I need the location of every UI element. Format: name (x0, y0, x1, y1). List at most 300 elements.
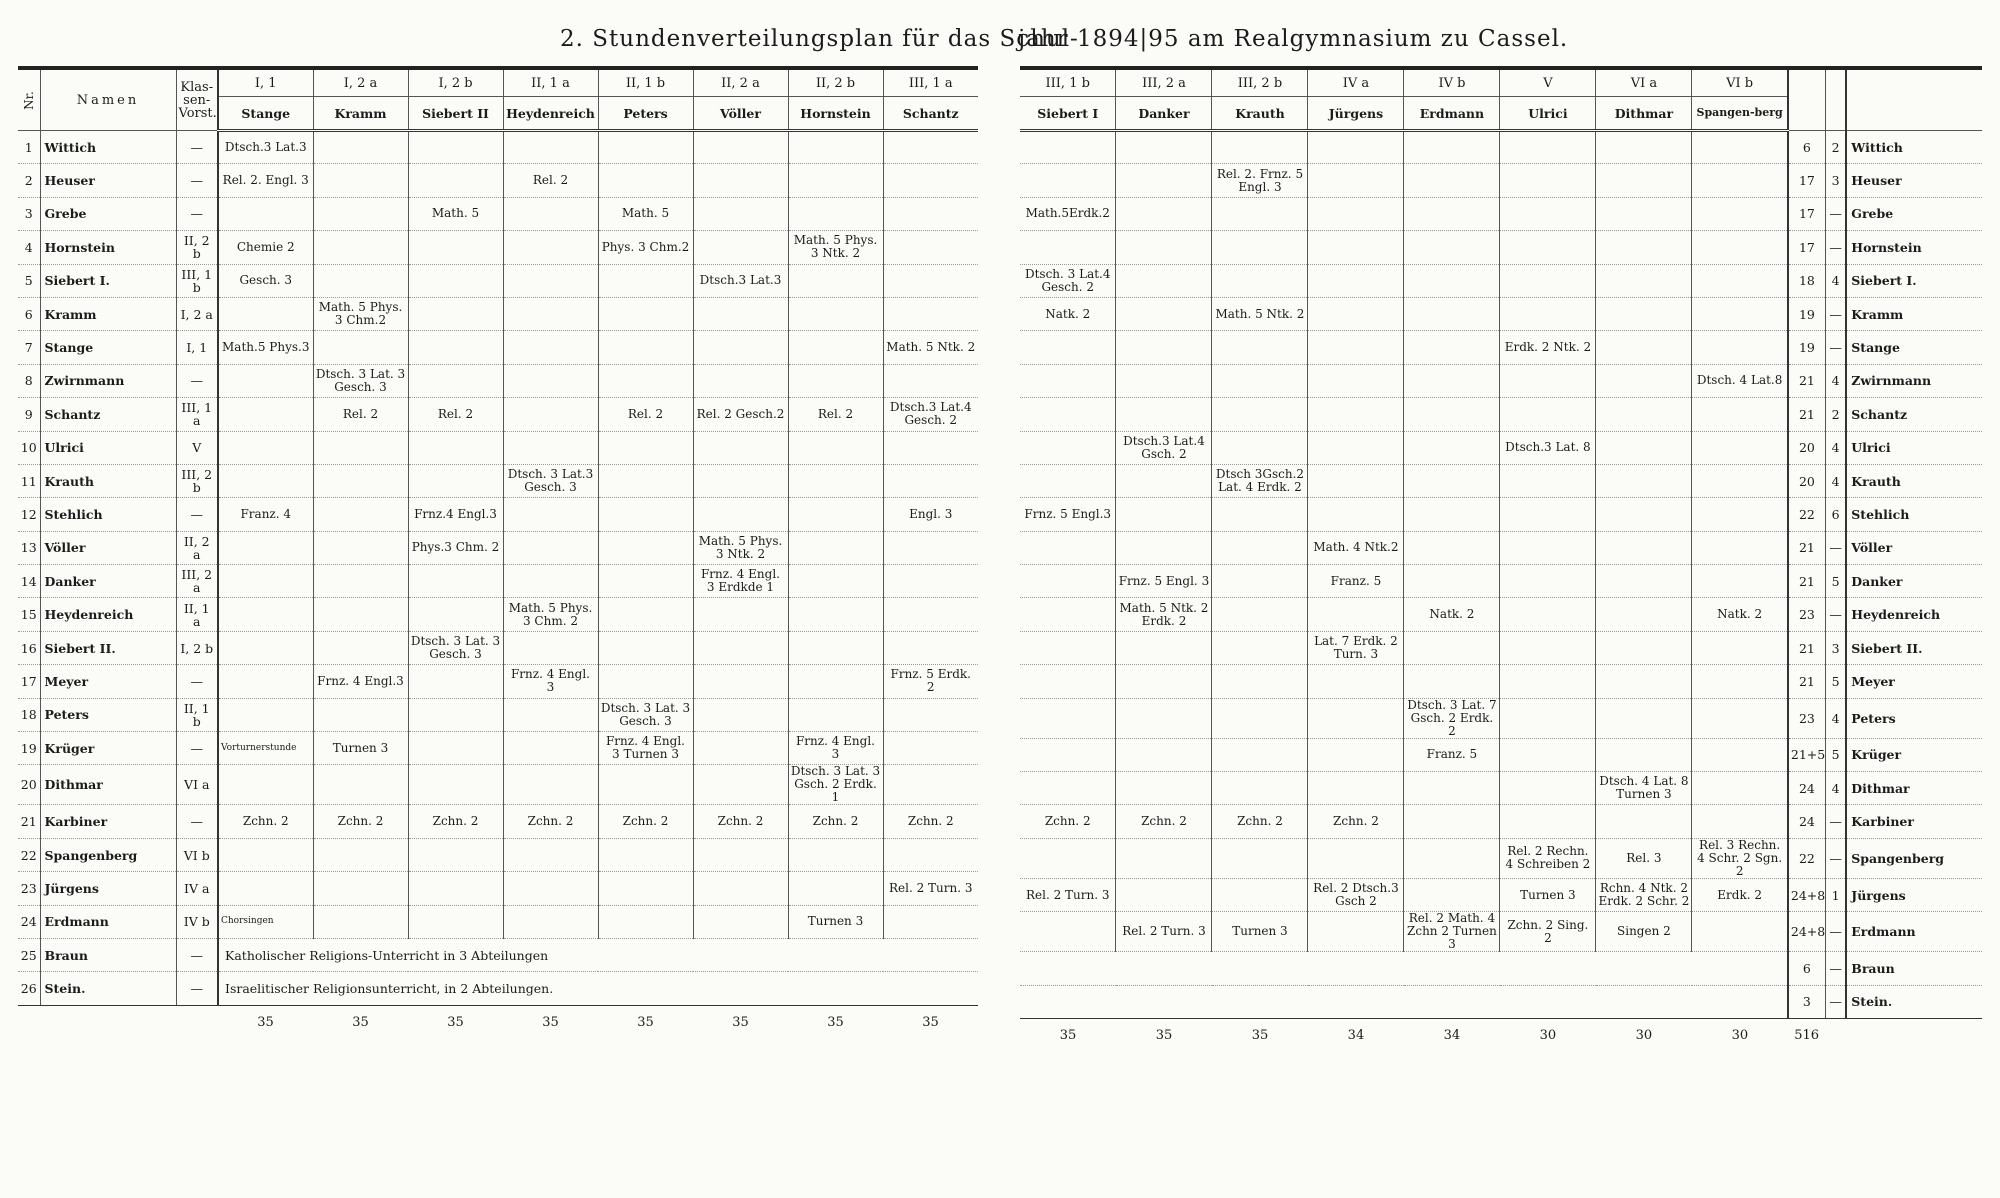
lesson-cell (218, 631, 313, 664)
lesson-cell (1404, 164, 1500, 197)
lesson-cell (313, 905, 408, 938)
lesson-cell (1404, 665, 1500, 698)
column-total: 35 (352, 1015, 369, 1031)
lesson-cell (1692, 398, 1788, 431)
teacher-name: Spangenberg (40, 838, 176, 871)
lesson-cell (883, 531, 978, 564)
table-row (18, 197, 978, 230)
teacher-name: Völler (1846, 531, 1982, 564)
lesson-cell: Rel. 2 Turn. 3 (883, 872, 978, 905)
lesson-cell (1020, 631, 1116, 664)
page-title-right: jahr 1894|95 am Realgymnasium zu Cassel. (1018, 26, 1569, 52)
hours-total: 19 (1788, 297, 1826, 330)
teacher-name: Meyer (1846, 665, 1982, 698)
lesson-cell (1212, 398, 1308, 431)
lesson-cell (1692, 805, 1788, 838)
lesson-cell (408, 364, 503, 397)
lesson-cell (598, 297, 693, 330)
lesson-cell (693, 631, 788, 664)
teacher-header: Kramm (313, 97, 408, 131)
lesson-cell (1212, 665, 1308, 698)
lesson-cell (1404, 231, 1500, 264)
page-title-left: 2. Stundenverteilungsplan für das Schul- (560, 26, 1079, 52)
lesson-cell (503, 905, 598, 938)
left-page (18, 66, 978, 1040)
row-note: Katholischer Religions-Unterricht in 3 Abteilungen (218, 938, 978, 971)
teacher-name: Heydenreich (40, 598, 176, 631)
lesson-cell (1116, 264, 1212, 297)
lesson-cell (788, 531, 883, 564)
table-row (1020, 164, 1982, 197)
lesson-cell (1020, 772, 1116, 805)
lesson-cell (1500, 464, 1596, 497)
lesson-cell (693, 331, 788, 364)
lesson-cell (788, 598, 883, 631)
lesson-cell (788, 565, 883, 598)
extra-value: — (1825, 598, 1846, 631)
lesson-cell (788, 131, 883, 164)
teacher-name: Spangenberg (1846, 838, 1982, 878)
lesson-cell (1116, 464, 1212, 497)
teacher-name: Jürgens (1846, 878, 1982, 911)
lesson-cell (788, 264, 883, 297)
class-lead: II, 2 a (176, 531, 218, 564)
table-row (1020, 565, 1982, 598)
lesson-cell: Rel. 2 Turn. 3 (1020, 878, 1116, 911)
lesson-cell: Zchn. 2 (788, 805, 883, 838)
class-lead: II, 1 a (176, 598, 218, 631)
class-lead: — (176, 164, 218, 197)
lesson-cell (1020, 464, 1116, 497)
right-table-body (1020, 131, 1982, 1019)
lesson-cell (883, 598, 978, 631)
footer-blank (1825, 1018, 1846, 1053)
lesson-cell (218, 398, 313, 431)
lesson-cell: Dtsch. 3 Lat. 7 Gsch. 2 Erdk. 2 (1404, 698, 1500, 738)
lesson-cell (693, 598, 788, 631)
lesson-cell: Zchn. 2 (1020, 805, 1116, 838)
lesson-cell (1692, 772, 1788, 805)
class-header: II, 2 b (788, 68, 883, 97)
teacher-name: Siebert I. (40, 264, 176, 297)
extra-value: — (1825, 838, 1846, 878)
table-row (1020, 985, 1982, 1018)
extra-value: 3 (1825, 631, 1846, 664)
lesson-cell: Math.5Erdk.2 (1020, 197, 1116, 230)
lesson-cell: Frnz. 4 Engl. 3 (788, 732, 883, 765)
class-lead: I, 2 a (176, 297, 218, 330)
lesson-cell (1212, 531, 1308, 564)
row-number: 7 (18, 331, 40, 364)
hours-total: 21 (1788, 531, 1826, 564)
lesson-cell (218, 698, 313, 731)
extra-value: 1 (1825, 878, 1846, 911)
lesson-cell (503, 231, 598, 264)
lesson-cell (408, 297, 503, 330)
class-header: III, 1 b (1020, 68, 1116, 97)
lesson-cell (218, 297, 313, 330)
lesson-cell (1500, 398, 1596, 431)
lesson-cell (1596, 464, 1692, 497)
table-row (18, 531, 978, 564)
lesson-cell (693, 464, 788, 497)
table-row (1020, 805, 1982, 838)
lesson-cell (218, 565, 313, 598)
lesson-cell (598, 164, 693, 197)
class-header: V (1500, 68, 1596, 97)
lesson-cell (313, 264, 408, 297)
lesson-cell (788, 838, 883, 871)
lesson-cell (1116, 531, 1212, 564)
lesson-cell (1116, 631, 1212, 664)
lesson-cell (503, 872, 598, 905)
lesson-cell (693, 698, 788, 731)
lesson-cell (1596, 398, 1692, 431)
lesson-cell (1212, 431, 1308, 464)
column-total: 34 (1443, 1028, 1461, 1044)
table-row (1020, 231, 1982, 264)
lesson-cell (1596, 631, 1692, 664)
lesson-cell: Zchn. 2 (218, 805, 313, 838)
class-header: III, 2 b (1212, 68, 1308, 97)
lesson-cell: Engl. 3 (883, 498, 978, 531)
lesson-cell (1116, 164, 1212, 197)
lesson-cell (1500, 297, 1596, 330)
lesson-cell: Zchn. 2 (1212, 805, 1308, 838)
lesson-cell: Turnen 3 (788, 905, 883, 938)
row-number: 1 (18, 131, 40, 164)
table-row (18, 665, 978, 698)
lesson-cell (693, 431, 788, 464)
lesson-cell (883, 364, 978, 397)
lesson-cell (598, 905, 693, 938)
teacher-name: Krauth (40, 464, 176, 497)
lesson-cell (408, 732, 503, 765)
column-total: 35 (827, 1015, 844, 1031)
teacher-name: Siebert II. (1846, 631, 1982, 664)
lesson-cell (1116, 838, 1212, 878)
lesson-cell (693, 765, 788, 805)
class-header: II, 1 a (503, 68, 598, 97)
table-row (1020, 464, 1982, 497)
lesson-cell: Math. 5 Phys. 3 Chm. 2 (503, 598, 598, 631)
lesson-cell (313, 838, 408, 871)
column-total: 30 (1635, 1028, 1653, 1044)
lesson-cell (1212, 364, 1308, 397)
table-row (18, 938, 978, 971)
lesson-cell (1020, 431, 1116, 464)
lesson-cell: Zchn. 2 (598, 805, 693, 838)
lesson-cell (408, 765, 503, 805)
class-lead: II, 1 b (176, 698, 218, 731)
lesson-cell (1308, 264, 1404, 297)
row-number: 26 (18, 972, 40, 1005)
teacher-header: Ulrici (1500, 97, 1596, 131)
teacher-header: Danker (1116, 97, 1212, 131)
lesson-cell (218, 872, 313, 905)
lesson-cell (1404, 498, 1500, 531)
lesson-cell (598, 498, 693, 531)
teacher-header: Völler (693, 97, 788, 131)
lesson-cell (313, 698, 408, 731)
lesson-cell (1692, 912, 1788, 952)
lesson-cell: Zchn. 2 (1116, 805, 1212, 838)
table-row (18, 264, 978, 297)
lesson-cell: Rel. 2 Dtsch.3 Gsch 2 (1308, 878, 1404, 911)
lesson-cell (1596, 431, 1692, 464)
lesson-cell (1116, 297, 1212, 330)
extra-header (1825, 68, 1846, 131)
lesson-cell (503, 765, 598, 805)
lesson-cell (1308, 912, 1404, 952)
lesson-cell (313, 631, 408, 664)
lesson-cell (1116, 364, 1212, 397)
lesson-cell (1692, 498, 1788, 531)
lesson-cell (693, 197, 788, 230)
lesson-cell: Frnz.4 Engl.3 (408, 498, 503, 531)
lesson-cell (1404, 197, 1500, 230)
lesson-cell: Natk. 2 (1404, 598, 1500, 631)
lesson-cell (1308, 297, 1404, 330)
lesson-cell (693, 905, 788, 938)
lesson-cell (503, 331, 598, 364)
class-lead: IV b (176, 905, 218, 938)
lesson-cell (1596, 197, 1692, 230)
lesson-cell (1692, 665, 1788, 698)
lesson-cell (1308, 331, 1404, 364)
lesson-cell (218, 431, 313, 464)
row-number: 21 (18, 805, 40, 838)
lesson-cell (408, 838, 503, 871)
lesson-cell (1308, 598, 1404, 631)
lesson-cell: Chorsingen (218, 905, 313, 938)
total-header (1788, 68, 1826, 131)
lesson-cell: Rel. 2 Gesch.2 (693, 398, 788, 431)
lesson-cell: Frnz. 4 Engl.3 (313, 665, 408, 698)
class-header: VI a (1596, 68, 1692, 97)
hours-total: 17 (1788, 164, 1826, 197)
table-row (18, 364, 978, 397)
teacher-name: Grebe (40, 197, 176, 230)
lesson-cell (1212, 498, 1308, 531)
teacher-header: Erdmann (1404, 97, 1500, 131)
lesson-cell (693, 732, 788, 765)
lesson-cell (598, 531, 693, 564)
lesson-cell (1212, 598, 1308, 631)
lesson-cell: Frnz. 4 Engl. 3 Turnen 3 (598, 732, 693, 765)
lesson-cell: Zchn. 2 Sing. 2 (1500, 912, 1596, 952)
teacher-name: Zwirnmann (1846, 364, 1982, 397)
lesson-cell (1692, 565, 1788, 598)
lesson-cell (408, 431, 503, 464)
lesson-cell (1404, 631, 1500, 664)
footer-blank (40, 1005, 176, 1040)
class-lead: — (176, 938, 218, 971)
column-total: 35 (732, 1015, 749, 1031)
row-number: 6 (18, 297, 40, 330)
lesson-cell (218, 531, 313, 564)
lesson-cell (598, 464, 693, 497)
row-number: 4 (18, 231, 40, 264)
lesson-cell (1692, 331, 1788, 364)
column-total: 35 (1059, 1028, 1077, 1044)
teacher-name: Kramm (1846, 297, 1982, 330)
hours-total: 21 (1788, 364, 1826, 397)
teacher-header: Jürgens (1308, 97, 1404, 131)
row-number: 8 (18, 364, 40, 397)
lesson-cell (218, 598, 313, 631)
teacher-name: Erdmann (1846, 912, 1982, 952)
lesson-cell: Zchn. 2 (1308, 805, 1404, 838)
class-lead: IV a (176, 872, 218, 905)
lesson-cell (503, 264, 598, 297)
table-row (18, 765, 978, 805)
lesson-cell (1692, 264, 1788, 297)
lesson-cell (313, 231, 408, 264)
lesson-cell (693, 872, 788, 905)
lesson-cell (1308, 431, 1404, 464)
lesson-cell (1500, 698, 1596, 738)
extra-value: 4 (1825, 464, 1846, 497)
class-lead: I, 2 b (176, 631, 218, 664)
teacher-name: Erdmann (40, 905, 176, 938)
lesson-cell (883, 297, 978, 330)
column-total: 35 (1155, 1028, 1173, 1044)
column-total: 30 (1539, 1028, 1557, 1044)
lesson-cell (313, 131, 408, 164)
lesson-cell (1308, 364, 1404, 397)
extra-value: — (1825, 531, 1846, 564)
lesson-cell (1692, 231, 1788, 264)
lesson-cell (598, 598, 693, 631)
class-lead: III, 1 b (176, 264, 218, 297)
table-row (1020, 598, 1982, 631)
teacher-header: Heydenreich (503, 97, 598, 131)
row-number: 23 (18, 872, 40, 905)
lesson-cell (1404, 331, 1500, 364)
lesson-cell (1404, 131, 1500, 164)
lesson-cell (1404, 431, 1500, 464)
lesson-cell: Zchn. 2 (313, 805, 408, 838)
teacher-name: Siebert II. (40, 631, 176, 664)
class-lead: III, 1 a (176, 398, 218, 431)
lesson-cell (693, 364, 788, 397)
table-row (1020, 665, 1982, 698)
class-lead: — (176, 131, 218, 164)
column-total: 30 (1731, 1028, 1749, 1044)
lesson-cell (788, 498, 883, 531)
hours-total: 21 (1788, 631, 1826, 664)
lesson-cell (693, 164, 788, 197)
hours-total: 24 (1788, 772, 1826, 805)
lesson-cell (693, 665, 788, 698)
lesson-cell (503, 197, 598, 230)
teacher-name: Hornstein (1846, 231, 1982, 264)
lesson-cell (408, 698, 503, 731)
lesson-cell (1500, 264, 1596, 297)
class-lead: — (176, 805, 218, 838)
row-note: Israelitischer Religionsunterricht, in 2 Abteilungen. (218, 972, 978, 1005)
class-header: I, 2 a (313, 68, 408, 97)
lesson-cell (1116, 878, 1212, 911)
lesson-cell (598, 665, 693, 698)
left-table-body (18, 131, 978, 1006)
lesson-cell: Rel. 2 (788, 398, 883, 431)
lesson-cell (503, 838, 598, 871)
table-row (1020, 738, 1982, 771)
lesson-cell (1596, 264, 1692, 297)
lesson-cell (883, 131, 978, 164)
row-number: 17 (18, 665, 40, 698)
teacher-name: Peters (40, 698, 176, 731)
class-header: I, 1 (218, 68, 313, 97)
extra-value: 2 (1825, 398, 1846, 431)
lesson-cell (1500, 531, 1596, 564)
lesson-cell (1500, 772, 1596, 805)
lesson-cell (598, 565, 693, 598)
table-row (18, 732, 978, 765)
class-lead: II, 2 b (176, 231, 218, 264)
lesson-cell (1404, 264, 1500, 297)
teacher-header: Spangen-berg (1692, 97, 1788, 131)
lesson-cell (1500, 131, 1596, 164)
row-number: 24 (18, 905, 40, 938)
lesson-cell (1308, 772, 1404, 805)
lesson-cell: Franz. 5 (1308, 565, 1404, 598)
footer-blank (1846, 1018, 1982, 1053)
teacher-name: Stein. (40, 972, 176, 1005)
row-number: 18 (18, 698, 40, 731)
lesson-cell: Math. 5 Phys. 3 Ntk. 2 (693, 531, 788, 564)
lesson-cell: Math. 5 Ntk. 2 (883, 331, 978, 364)
lesson-cell (503, 631, 598, 664)
row-note-continuation (1020, 985, 1788, 1018)
lesson-cell (1596, 598, 1692, 631)
table-row (18, 905, 978, 938)
teacher-name: Danker (1846, 565, 1982, 598)
lesson-cell (1212, 838, 1308, 878)
lesson-cell (1500, 665, 1596, 698)
row-note-continuation (1020, 952, 1788, 985)
lesson-cell (788, 197, 883, 230)
lesson-cell: Zchn. 2 (503, 805, 598, 838)
lesson-cell (1212, 197, 1308, 230)
table-row (1020, 838, 1982, 878)
table-row (1020, 264, 1982, 297)
teacher-name: Hornstein (40, 231, 176, 264)
table-row (1020, 331, 1982, 364)
lesson-cell: Math. 5 Ntk. 2 (1212, 297, 1308, 330)
teacher-name: Danker (40, 565, 176, 598)
lesson-cell (503, 498, 598, 531)
row-number: 15 (18, 598, 40, 631)
lesson-cell (1308, 738, 1404, 771)
teacher-name: Braun (40, 938, 176, 971)
lesson-cell (883, 264, 978, 297)
table-row (18, 805, 978, 838)
table-row (18, 398, 978, 431)
class-lead: — (176, 197, 218, 230)
lesson-cell: Vorturnerstunde (218, 732, 313, 765)
lesson-cell (1404, 297, 1500, 330)
table-row (18, 838, 978, 871)
hours-total: 20 (1788, 464, 1826, 497)
lesson-cell (1212, 878, 1308, 911)
class-lead: — (176, 732, 218, 765)
teacher-name: Wittich (40, 131, 176, 164)
extra-value: — (1825, 197, 1846, 230)
hours-total: 21 (1788, 565, 1826, 598)
